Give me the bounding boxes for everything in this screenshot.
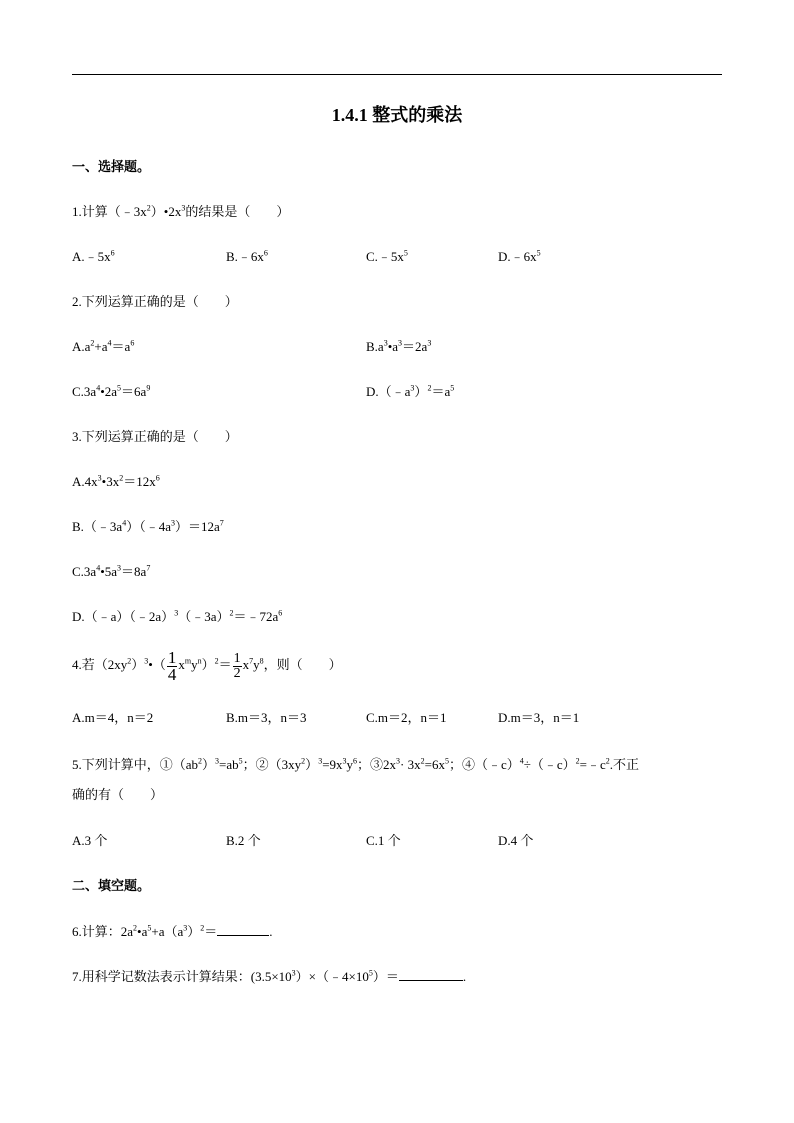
question-1-stem: 1.计算$(﹣3x^2)•2x^3$的结果是（ ）: [72, 203, 290, 219]
question-1-option-b: $B.﹣6x^6$: [226, 248, 268, 264]
question-4-option-a: A.m＝4，n＝2: [72, 710, 154, 725]
question-4-option-d: D.m＝3，n＝1: [498, 710, 580, 725]
section-heading-choice: 一、选择题。: [72, 159, 151, 174]
question-2-stem: 2.下列运算正确的是（ ）: [72, 294, 238, 309]
header-rule: [72, 74, 722, 75]
question-3-option-b: $B.(﹣3a^4)(﹣4a^3)=12a^7$: [72, 518, 224, 534]
question-7-stem: 7.用科学记数法表示计算结果：$(3.5\times 10^3)\times(﹣4\times 10^5)=$ .: [72, 968, 467, 984]
page-title: 1.4.1 整式的乘法: [331, 105, 463, 125]
section-heading-fill: 二、填空题。: [72, 878, 151, 893]
question-3-stem: 3.下列运算正确的是（ ）: [72, 429, 238, 444]
question-2-option-d: $D.(﹣a^3)^2=a^5$: [366, 383, 455, 399]
question-2-option-b: $B.a^3•a^3=2a^3$: [366, 338, 432, 354]
question-3-option-a: $A.4x^3•3x^2=12x^6$: [72, 473, 160, 489]
answer-blank[interactable]: [399, 968, 463, 981]
question-2-option-c: $C.3a^4•2a^5=6a^9$: [72, 383, 151, 399]
question-1-option-c: $C.﹣5x^5$: [366, 248, 408, 264]
question-3-option-c: $C.3a^4•5a^3=8a^7$: [72, 563, 151, 579]
fraction-one-half: $\frac{1}{2}$: [233, 650, 241, 681]
question-5-option-c: C.1 个: [366, 833, 401, 848]
question-5-option-a: A.3 个: [72, 833, 108, 848]
question-2-option-a: $A.a^2+a^4=a^6$: [72, 338, 135, 354]
fraction-one-quarter: $\frac{1}{4}$: [167, 647, 177, 684]
question-4-option-b: B.m＝3，n＝3: [226, 710, 307, 725]
answer-blank[interactable]: [217, 923, 269, 936]
question-6-stem: 6.计算：$2a^2•a^5+a(a^3)^2=$ .: [72, 923, 273, 939]
question-5-stem: 5.下列计算中，$①(ab^2)^3=ab^5$；$②(3xy^2)^3=9x^3y^6$；$③2x^3\cdot 3x^2=6x^5$；$④(﹣c)^4\div(﹣c)^2=﹣c^2$.不正: [72, 756, 640, 772]
question-5-stem-continued: 确的有（ ）: [72, 787, 164, 802]
question-3-option-d: $D.(﹣a)(﹣2a)^3(﹣3a)^2=﹣72a^6$: [72, 608, 283, 624]
question-1-option-a: $A.﹣5x^6$: [72, 248, 115, 264]
question-5-option-b: B.2 个: [226, 833, 261, 848]
question-1-option-d: $D.﹣6x^5$: [498, 248, 541, 264]
question-5-option-d: D.4 个: [498, 833, 534, 848]
question-4-stem: 4.若$(2xy^2)^3•$（ $\frac{1}{4}$ $x^my^n)^2=$ $\frac{1}{2}$ $x^7y^8$，则（ ）: [72, 647, 342, 684]
question-4-option-c: C.m＝2，n＝1: [366, 710, 447, 725]
